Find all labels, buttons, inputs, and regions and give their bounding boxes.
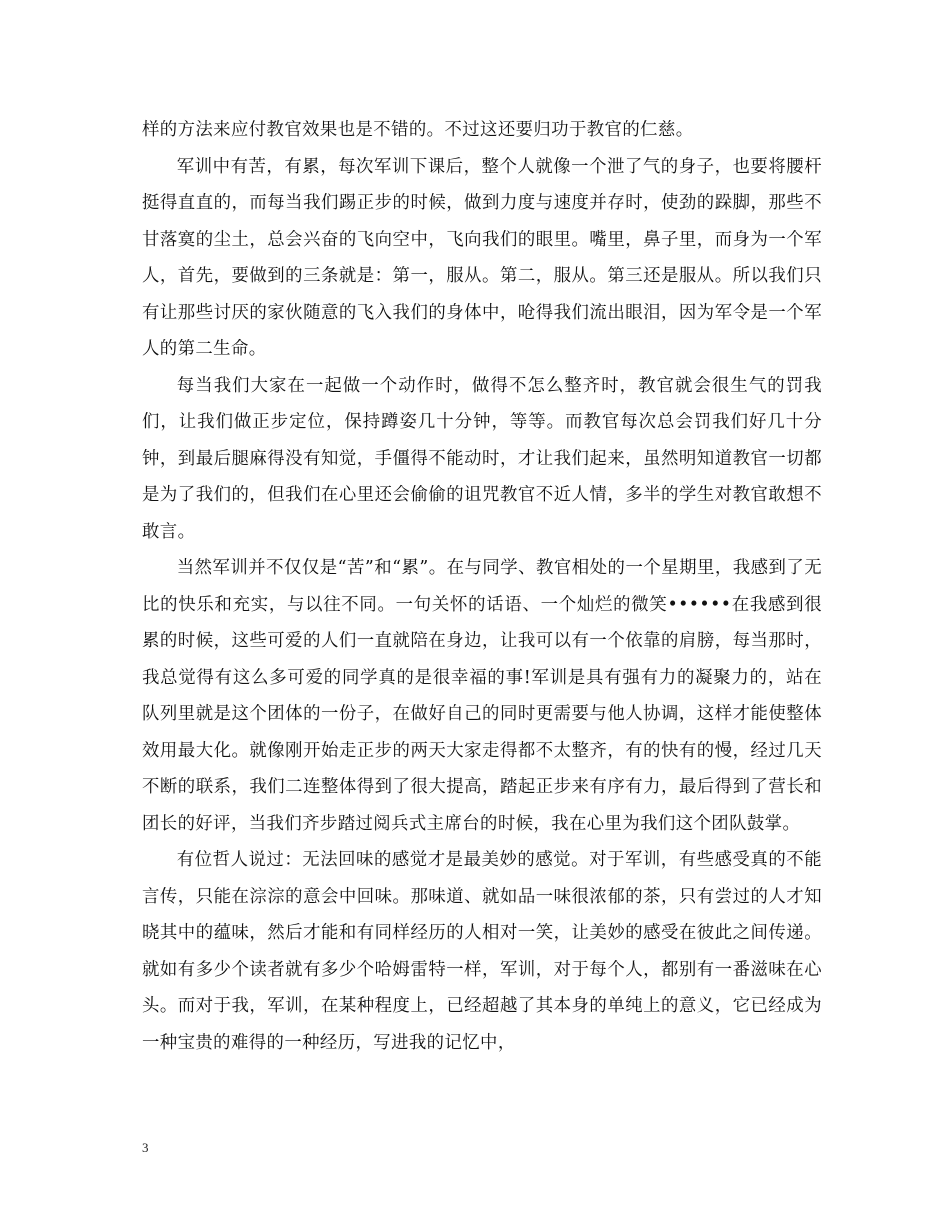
paragraph-3: 每当我们大家在一起做一个动作时，做得不怎么整齐时，教官就会很生气的罚我们，让我们做正步定位，保持蹲姿几十分钟，等等。而教官每次总会罚我们好几十分钟，到最后腿麻得没有知觉，手僵得不能动时，才让我们起来，虽然明知道教官一切都是为了我们的，但我们在心里还会偷偷的诅咒教官不近人情，多半的学生对教官敢想不敢言。 (142, 375, 822, 542)
page-number: 3 (142, 1140, 149, 1155)
paragraph-5: 有位哲人说过：无法回味的感觉才是最美妙的感觉。对于军训，有些感受真的不能言传，只能在淙淙的意会中回味。那味道、就如品一味很浓郁的茶，只有尝过的人才知晓其中的蕴味，然后才能和有同样经历的人相对一笑，让美妙的感受在彼此之间传递。就如有多少个读者就有多少个哈姆雷特一样，军训，对于每个人，都别有一番滋味在心头。而对于我，军训，在某种程度上，已经超越了其本身的单纯上的意义，它已经成为一种宝贵的难得的一种经历，写进我的记忆中， (142, 850, 822, 1053)
paragraph-1: 样的方法来应付教官效果也是不错的。不过这还要归功于教官的仁慈。 (142, 120, 694, 140)
document-body (142, 112, 822, 1061)
paragraph-4: 当然军训并不仅仅是“苦”和“累”。在与同学、教官相处的一个星期里，我感到了无比的快乐和充实，与以往不同。一句关怀的话语、一个灿烂的微笑••••••在我感到很累的时候，这些可爱的人们一直就陪在身边，让我可以有一个依靠的肩膀，每当那时，我总觉得有这么多可爱的同学真的是很幸福的事!军训是具有强有力的凝聚力的，站在队列里就是这个团体的一份子，在做好自己的同时更需要与他人协调，这样才能使整体效用最大化。就像刚开始走正步的两天大家走得都不太整齐，有的快有的慢，经过几天不断的联系，我们二连整体得到了很大提高，踏起正步来有序有力，最后得到了营长和团长的好评，当我们齐步踏过阅兵式主席台的时候，我在心里为我们这个团队鼓掌。 (142, 558, 822, 834)
paragraph-2: 军训中有苦，有累，每次军训下课后，整个人就像一个泄了气的身子，也要将腰杆挺得直直的，而每当我们踢正步的时候，做到力度与速度并存时，使劲的跺脚，那些不甘落寞的尘土，总会兴奋的飞向空中，飞向我们的眼里。嘴里，鼻子里，而身为一个军人，首先，要做到的三条就是：第一，服从。第二，服从。第三还是服从。所以我们只有让那些讨厌的家伙随意的飞入我们的身体中，呛得我们流出眼泪，因为军令是一个军人的第二生命。 (142, 156, 822, 359)
